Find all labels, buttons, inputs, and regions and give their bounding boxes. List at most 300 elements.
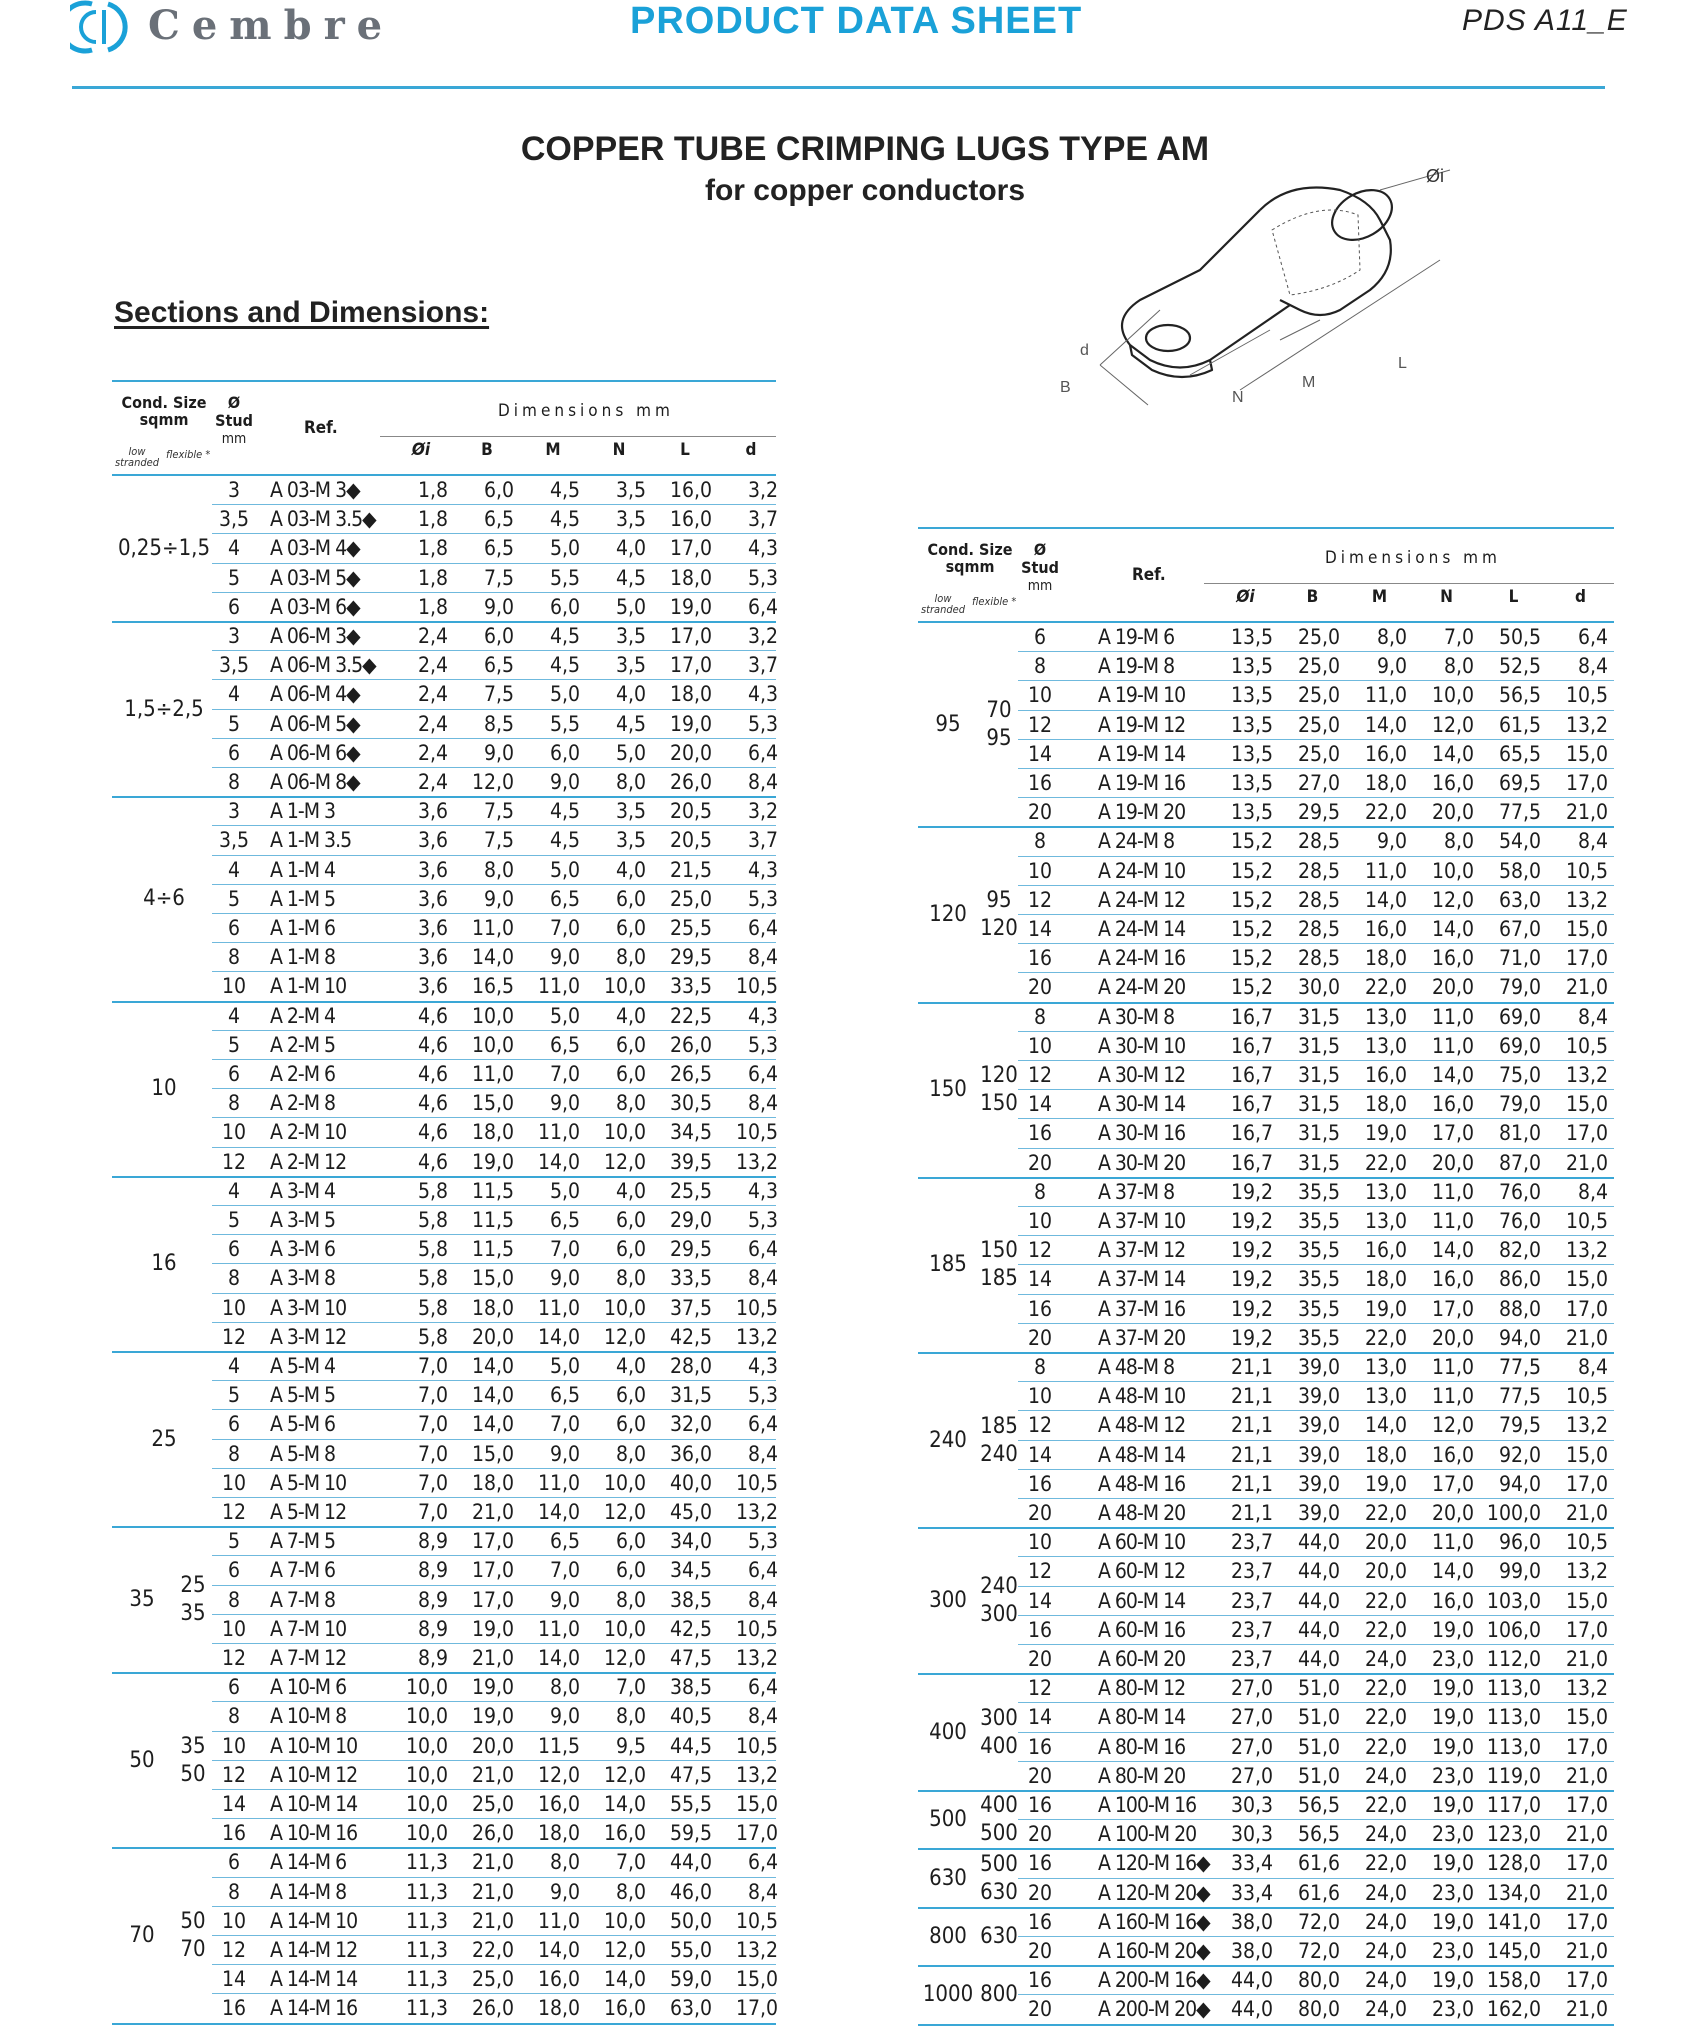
dimension-cell: 20,0	[1431, 1501, 1474, 1525]
dimension-cell: 23,0	[1431, 1880, 1474, 1905]
dimension-cell: 5,3	[747, 1032, 778, 1057]
dimension-cell: 17,0	[1431, 1296, 1474, 1321]
stud-cell: 14	[1027, 1442, 1053, 1467]
dimension-cell: 15,0	[471, 1266, 514, 1291]
dimension-cell: 51,0	[1297, 1705, 1340, 1730]
dimension-cell: 14,0	[537, 1324, 580, 1349]
dimension-cell: 17,0	[1565, 1471, 1608, 1496]
table-row	[112, 914, 776, 943]
table-row	[112, 856, 776, 885]
dimension-cell: 17,0	[1565, 1296, 1608, 1321]
dimension-cell: 18,0	[537, 1996, 580, 2021]
dimension-cell: 26,0	[669, 770, 712, 794]
dimension-cell: 34,5	[669, 1120, 712, 1145]
dimension-cell: 27,0	[1230, 1734, 1273, 1759]
dimension-cell: 6,5	[483, 536, 514, 561]
dimension-cell: 13,5	[1230, 683, 1273, 708]
stud-cell: 8	[1033, 654, 1047, 679]
group-cond-size-flexible: 150 185	[980, 1238, 1018, 1292]
dimension-cell: 39,0	[1297, 1384, 1340, 1409]
table-row	[918, 1470, 1614, 1499]
ref-cell: A 24-M 10	[1098, 858, 1186, 883]
dimension-cell: 10,0	[603, 974, 646, 999]
dimension-cell: 6,4	[747, 1412, 778, 1437]
table-row	[112, 1381, 776, 1410]
dimension-cell: 3,6	[417, 974, 448, 999]
dimension-cell: 9,0	[483, 740, 514, 765]
stud-cell: 20	[1027, 1763, 1053, 1788]
header-stud-symbol: Ø	[227, 393, 241, 412]
dimension-cell: 75,0	[1498, 1063, 1541, 1087]
ref-cell: A 48-M 16	[1098, 1471, 1186, 1496]
dimension-cell: 2,4	[417, 711, 448, 736]
dimension-cell: 128,0	[1486, 1851, 1541, 1876]
ref-cell: A 1-M 6	[270, 916, 336, 940]
group-cond-size-flexible: 800	[980, 1982, 1018, 2008]
dimension-cell: 96,0	[1498, 1530, 1541, 1555]
header-col-4: L	[1508, 587, 1519, 607]
dimension-cell: 13,2	[1565, 1238, 1608, 1263]
dimension-cell: 13,2	[735, 1500, 778, 1524]
table-row	[918, 1207, 1614, 1236]
dimension-cell: 61,5	[1498, 712, 1541, 737]
dimension-cell: 36,0	[669, 1441, 712, 1466]
stud-cell: 14	[1027, 1267, 1053, 1292]
dimension-cell: 17,0	[669, 536, 712, 561]
section-heading: Sections and Dimensions:	[114, 296, 490, 329]
table-header-topline	[112, 380, 776, 382]
dimension-cell: 12,0	[537, 1762, 580, 1787]
table-row	[112, 1323, 776, 1352]
dimension-cell: 16,7	[1230, 1033, 1273, 1058]
document-subtitle: for copper conductors	[704, 174, 1026, 207]
ref-cell: A 06-M 3.5◆	[270, 653, 376, 678]
dimension-cell: 10,0	[1431, 683, 1474, 708]
dimension-cell: 16,0	[669, 507, 712, 532]
dimension-cell: 86,0	[1498, 1267, 1541, 1292]
group-cond-size-flexible: 95 120	[980, 888, 1018, 941]
dimension-cell: 19,2	[1230, 1267, 1273, 1292]
table-row	[918, 1149, 1614, 1178]
ref-cell: A 10-M 16	[270, 1821, 358, 1846]
table-row	[112, 1498, 776, 1527]
table-row	[112, 1148, 776, 1177]
dimension-cell: 20,0	[669, 740, 712, 765]
table-row	[918, 1616, 1614, 1645]
stud-cell: 4	[227, 1003, 241, 1028]
table-row	[112, 1994, 776, 2023]
header-stud: Stud	[215, 411, 253, 430]
dimension-cell: 6,0	[615, 1383, 646, 1408]
dimension-cell: 2,4	[417, 682, 448, 707]
dimension-cell: 56,5	[1297, 1822, 1340, 1847]
ref-cell: A 37-M 12	[1098, 1238, 1186, 1263]
header-col-1: B	[1306, 587, 1319, 607]
dimension-cell: 10,0	[603, 1120, 646, 1145]
table-row	[112, 1469, 776, 1498]
dimension-cell: 33,5	[669, 974, 712, 999]
ref-cell: A 10-M 14	[270, 1792, 358, 1816]
ref-cell: A 5-M 4	[270, 1354, 336, 1378]
dimension-cell: 23,0	[1431, 1647, 1474, 1671]
dimension-cell: 99,0	[1498, 1559, 1541, 1584]
stud-cell: 6	[227, 1850, 241, 1875]
dimension-cell: 10,0	[405, 1733, 448, 1758]
ref-cell: A 60-M 16	[1098, 1617, 1186, 1642]
dimension-cell: 5,0	[549, 1003, 580, 1028]
table-row	[918, 1090, 1614, 1119]
stud-cell: 12	[1027, 1559, 1053, 1584]
dimension-cell: 3,6	[417, 828, 448, 853]
dimension-cell: 3,2	[747, 799, 778, 824]
dimension-cell: 5,3	[747, 1383, 778, 1408]
dimension-cell: 24,0	[1364, 1968, 1407, 1993]
stud-cell: 10	[1027, 1384, 1053, 1409]
dimension-cell: 5,0	[549, 1354, 580, 1378]
dimension-cell: 27,0	[1297, 771, 1340, 795]
stud-cell: 5	[227, 1208, 241, 1232]
table-row	[112, 739, 776, 768]
dimension-cell: 4,3	[747, 857, 778, 882]
dimension-cell: 81,0	[1498, 1121, 1541, 1146]
ref-cell: A 06-M 8◆	[270, 770, 360, 794]
header-stud-unit: mm	[1027, 578, 1053, 594]
ref-cell: A 7-M 12	[270, 1646, 347, 1670]
dimension-cell: 1,8	[417, 478, 448, 502]
dimension-cell: 2,4	[417, 624, 448, 648]
ref-cell: A 24-M 12	[1098, 887, 1186, 912]
ref-cell: A 5-M 5	[270, 1383, 336, 1408]
dimension-cell: 13,5	[1230, 712, 1273, 737]
dimension-cell: 7,0	[417, 1441, 448, 1466]
dimension-cell: 24,0	[1364, 1880, 1407, 1905]
stud-cell: 8	[1033, 829, 1047, 854]
stud-cell: 6	[227, 1558, 241, 1583]
dimension-cell: 10,0	[405, 1675, 448, 1700]
dimension-cell: 16,0	[537, 1792, 580, 1816]
group-cond-size: 150	[929, 1077, 967, 1103]
dimension-cell: 10,5	[1565, 1033, 1608, 1058]
dimension-cell: 23,7	[1230, 1530, 1273, 1555]
dimension-cell: 19,2	[1230, 1296, 1273, 1321]
dimension-cell: 7,0	[417, 1470, 448, 1495]
group-cond-size-flexible: 300 400	[980, 1705, 1018, 1759]
stud-cell: 8	[227, 1587, 241, 1612]
dimension-cell: 20,0	[471, 1733, 514, 1758]
stud-cell: 10	[1027, 1209, 1053, 1233]
dimension-cell: 44,5	[669, 1733, 712, 1758]
dimension-cell: 1,8	[417, 565, 448, 590]
header-dimensions-rule	[380, 436, 776, 437]
dimension-cell: 17,0	[1431, 1121, 1474, 1146]
ref-cell: A 30-M 20	[1098, 1150, 1186, 1175]
dimension-cell: 15,2	[1230, 858, 1273, 883]
dimension-cell: 6,5	[549, 1208, 580, 1232]
dimension-cell: 8,0	[1443, 654, 1474, 679]
dimension-cell: 8,0	[615, 1704, 646, 1729]
table-row	[112, 593, 776, 622]
dimension-cell: 21,1	[1230, 1384, 1273, 1409]
dimension-cell: 21,0	[1565, 1325, 1608, 1350]
ref-cell: A 2-M 10	[270, 1120, 347, 1145]
dimension-cell: 3,5	[615, 478, 646, 502]
dimension-cell: 2,4	[417, 770, 448, 794]
dimension-cell: 24,0	[1364, 1822, 1407, 1847]
dimension-cell: 8,4	[1577, 829, 1608, 854]
ref-cell: A 03-M 3.5◆	[270, 507, 376, 532]
dimension-cell: 5,5	[549, 565, 580, 590]
dimension-cell: 4,6	[417, 1091, 448, 1116]
dimension-cell: 17,0	[471, 1529, 514, 1554]
dimension-cell: 21,0	[1565, 975, 1608, 1000]
dimension-cell: 31,5	[669, 1383, 712, 1408]
header-cond-size: Cond. Size	[927, 540, 1013, 559]
dimension-cell: 15,2	[1230, 975, 1273, 1000]
dimension-cell: 6,0	[483, 478, 514, 502]
dimension-cell: 1,8	[417, 507, 448, 532]
dimension-cell: 9,0	[549, 770, 580, 794]
table-row	[112, 505, 776, 534]
dimension-cell: 8,0	[615, 945, 646, 970]
dimension-cell: 17,0	[1565, 1968, 1608, 1993]
dimension-cell: 10,5	[1565, 858, 1608, 883]
ref-cell: A 100-M 20	[1098, 1822, 1197, 1847]
stud-cell: 16	[221, 1821, 247, 1846]
table-row	[918, 1966, 1614, 1995]
ref-cell: A 10-M 10	[270, 1733, 358, 1758]
ref-cell: A 200-M 20◆	[1098, 1997, 1210, 2022]
dimension-cell: 9,5	[615, 1733, 646, 1758]
header-col-0: Øi	[1236, 587, 1255, 607]
dimension-cell: 25,0	[1297, 712, 1340, 737]
dimension-cell: 61,6	[1297, 1851, 1340, 1876]
stud-cell: 20	[1027, 1150, 1053, 1175]
table-row	[112, 476, 776, 505]
dimension-cell: 6,0	[615, 886, 646, 911]
dimension-cell: 100,0	[1486, 1501, 1541, 1525]
dimension-cell: 20,0	[1431, 1325, 1474, 1350]
table-row	[918, 1733, 1614, 1762]
dimension-cell: 51,0	[1297, 1676, 1340, 1701]
dimension-cell: 30,3	[1230, 1822, 1273, 1847]
dimension-cell: 4,5	[549, 828, 580, 853]
table-row	[918, 973, 1614, 1002]
dimension-cell: 9,0	[1376, 829, 1407, 854]
ref-cell: A 14-M 16	[270, 1996, 358, 2021]
dimension-cell: 6,0	[549, 594, 580, 619]
stud-cell: 14	[221, 1967, 247, 1992]
dimension-cell: 12,0	[603, 1646, 646, 1670]
dimension-cell: 11,3	[405, 1938, 448, 1962]
dimension-cell: 38,5	[669, 1587, 712, 1612]
stud-cell: 5	[227, 711, 241, 736]
group-cond-size: 120	[929, 902, 967, 927]
dimension-cell: 5,8	[417, 1208, 448, 1232]
dimension-cell: 25,0	[1297, 683, 1340, 708]
dimension-cell: 117,0	[1486, 1793, 1541, 1817]
group-cond-size: 240	[929, 1427, 967, 1453]
dimension-cell: 11,5	[471, 1178, 514, 1203]
ref-cell: A 1-M 3	[270, 799, 336, 824]
header-ref: Ref.	[1132, 565, 1166, 585]
group-cond-size: 95	[935, 712, 961, 738]
dimension-cell: 19,0	[1431, 1793, 1474, 1817]
dimension-cell: 28,5	[1297, 917, 1340, 941]
table-row	[918, 1849, 1614, 1878]
lug-drawing	[1040, 160, 1480, 430]
dimension-cell: 6,5	[549, 886, 580, 911]
header-stud-unit: mm	[221, 431, 247, 447]
dimension-cell: 4,0	[615, 857, 646, 882]
dimension-cell: 20,0	[1364, 1530, 1407, 1555]
dimension-cell: 7,0	[615, 1675, 646, 1700]
dimension-cell: 28,5	[1297, 946, 1340, 971]
dimension-cell: 22,0	[1364, 1617, 1407, 1642]
dimension-cell: 11,0	[1431, 1384, 1474, 1409]
dimension-cell: 22,0	[1364, 1676, 1407, 1701]
stud-cell: 8	[227, 1441, 241, 1466]
ref-cell: A 1-M 5	[270, 886, 336, 911]
dimension-cell: 13,2	[735, 1762, 778, 1787]
dimension-cell: 10,0	[603, 1295, 646, 1320]
table-row	[918, 711, 1614, 740]
dimension-cell: 11,0	[537, 1120, 580, 1145]
ref-cell: A 1-M 10	[270, 974, 347, 999]
header-col-3: N	[1440, 587, 1453, 607]
label-n: N	[1232, 389, 1244, 406]
dimension-cell: 7,0	[417, 1500, 448, 1524]
dimension-cell: 26,5	[669, 1062, 712, 1086]
dimension-cell: 3,5	[615, 624, 646, 648]
ref-cell: A 19-M 12	[1098, 712, 1186, 737]
dimension-cell: 44,0	[1297, 1617, 1340, 1642]
stud-cell: 10	[1027, 858, 1053, 883]
stud-cell: 10	[221, 1733, 247, 1758]
dimension-cell: 113,0	[1486, 1705, 1541, 1730]
table-row	[918, 1587, 1614, 1616]
dimension-cell: 16,7	[1230, 1092, 1273, 1117]
header-col-2: M	[545, 440, 561, 460]
dimension-cell: 12,0	[603, 1149, 646, 1174]
dimension-cell: 28,5	[1297, 858, 1340, 883]
stud-cell: 16	[1027, 946, 1053, 971]
dimension-cell: 18,0	[1364, 1442, 1407, 1467]
stud-cell: 14	[221, 1792, 247, 1816]
dimension-cell: 10,5	[735, 1295, 778, 1320]
dimension-cell: 22,0	[1364, 1501, 1407, 1525]
table-header-topline	[918, 527, 1614, 529]
dimension-cell: 6,4	[747, 916, 778, 940]
dimension-cell: 19,2	[1230, 1209, 1273, 1233]
dimension-cell: 8,4	[747, 945, 778, 970]
dimension-cell: 17,0	[1565, 1851, 1608, 1876]
dimension-cell: 16,0	[1431, 1092, 1474, 1117]
stud-cell: 16	[1027, 771, 1053, 795]
dimension-cell: 18,0	[471, 1295, 514, 1320]
dimension-cell: 12,0	[1431, 712, 1474, 737]
dimension-cell: 59,5	[669, 1821, 712, 1846]
dimension-cell: 21,0	[471, 1850, 514, 1875]
stud-cell: 10	[1027, 1530, 1053, 1555]
dimension-cell: 11,0	[1431, 1355, 1474, 1379]
dimension-cell: 22,0	[1364, 1734, 1407, 1759]
dimension-cell: 11,0	[537, 1295, 580, 1320]
dimension-cell: 6,5	[549, 1032, 580, 1057]
dimension-cell: 3,6	[417, 857, 448, 882]
table-row	[918, 1528, 1614, 1557]
dimension-cell: 17,0	[1565, 771, 1608, 795]
ref-cell: A 2-M 5	[270, 1032, 336, 1057]
dimension-cell: 6,0	[615, 1208, 646, 1232]
dimension-cell: 5,0	[549, 1178, 580, 1203]
dimension-cell: 10,0	[471, 1032, 514, 1057]
dimension-cell: 5,8	[417, 1266, 448, 1291]
dimension-cell: 9,0	[483, 594, 514, 619]
ref-cell: A 7-M 10	[270, 1616, 347, 1641]
dimension-cell: 14,0	[537, 1646, 580, 1670]
table-row	[918, 1265, 1614, 1294]
dimension-cell: 47,5	[669, 1762, 712, 1787]
ref-cell: A 37-M 20	[1098, 1325, 1186, 1350]
label-b: B	[1060, 379, 1071, 396]
dimension-cell: 25,0	[471, 1792, 514, 1816]
dimension-cell: 24,0	[1364, 1909, 1407, 1934]
header-cond-size: Cond. Size	[121, 393, 207, 412]
dimension-cell: 14,0	[603, 1792, 646, 1816]
ref-cell: A 30-M 14	[1098, 1092, 1186, 1117]
dimension-cell: 87,0	[1498, 1150, 1541, 1175]
ref-cell: A 06-M 3◆	[270, 624, 360, 648]
ref-cell: A 160-M 20◆	[1098, 1939, 1210, 1963]
ref-cell: A 24-M 20	[1098, 975, 1186, 1000]
dimension-cell: 17,0	[1565, 1793, 1608, 1817]
dimension-cell: 112,0	[1486, 1647, 1541, 1671]
dimension-cell: 44,0	[1297, 1588, 1340, 1613]
dimension-cell: 12,0	[603, 1500, 646, 1524]
dimension-cell: 13,0	[1364, 1355, 1407, 1379]
dimension-cell: 8,4	[747, 1704, 778, 1729]
dimension-cell: 35,5	[1297, 1296, 1340, 1321]
table-row	[918, 1382, 1614, 1411]
dimension-cell: 14,0	[537, 1149, 580, 1174]
header-col-5: d	[1575, 587, 1586, 607]
stud-cell: 3,5	[218, 828, 250, 853]
table-row	[918, 1236, 1614, 1265]
dimension-cell: 63,0	[1498, 887, 1541, 912]
dimension-cell: 6,5	[483, 653, 514, 678]
stud-cell: 4	[227, 1178, 241, 1203]
dimension-cell: 5,0	[615, 594, 646, 619]
dimension-cell: 4,3	[747, 1003, 778, 1028]
dimension-cell: 15,0	[471, 1091, 514, 1116]
dimension-cell: 16,0	[537, 1967, 580, 1992]
dimension-cell: 14,0	[471, 1412, 514, 1437]
ref-cell: A 24-M 16	[1098, 946, 1186, 971]
dimension-cell: 14,0	[1431, 1238, 1474, 1263]
group-cond-size-flexible: 185 240	[980, 1413, 1018, 1467]
dimension-cell: 16,7	[1230, 1063, 1273, 1087]
stud-cell: 20	[1027, 1880, 1053, 1905]
dimension-cell: 21,1	[1230, 1413, 1273, 1438]
stud-cell: 8	[1033, 1355, 1047, 1379]
dimension-cell: 8,9	[417, 1558, 448, 1583]
dimension-cell: 21,5	[669, 857, 712, 882]
header-title: PRODUCT DATA SHEET	[630, 0, 1083, 42]
dimension-cell: 19,0	[669, 711, 712, 736]
dimension-cell: 12,0	[1431, 1413, 1474, 1438]
stud-cell: 4	[227, 857, 241, 882]
table-row	[112, 1673, 776, 1702]
